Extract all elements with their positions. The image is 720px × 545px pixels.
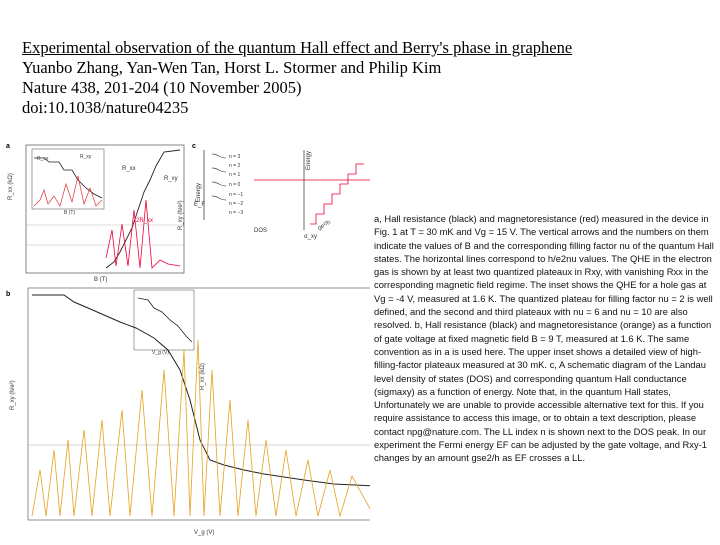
rxy-curve — [106, 150, 180, 268]
c-level-5: n = −2 — [229, 201, 244, 207]
rxy-label: R_xy — [164, 176, 178, 182]
panel-a-label: a — [6, 143, 10, 150]
2rxx-label: 2R_xx — [136, 218, 154, 224]
inset-rxy-label: R_xy — [80, 154, 92, 160]
panel-c — [192, 143, 370, 240]
doi: doi:10.1038/nature04235 — [22, 98, 189, 117]
c-level-1: n = 2 — [229, 163, 241, 169]
panel-b — [6, 288, 370, 536]
c-sigma-label: σ_xy — [304, 234, 318, 240]
c-dos-label: DOS — [254, 228, 268, 234]
c-energy-label-2: Energy — [306, 150, 312, 170]
panel-a-xaxis: B (T) — [94, 277, 108, 283]
c-dos-peaks — [212, 154, 226, 200]
figure-caption: a, Hall resistance (black) and magnetoresistance (red) measured in the device in Fig. 1 at T = 30 mK and Vg = 15 V. The vertical arrows and the numbers on them indicate the values of B and the corresponding filling factor nu of the quantum Hall states. The horizontal lines correspond to h/e2nu values. The QHE in the electron gas is shown by at least two quantized plateaux in Rxy, with vanishing Rxx in the corresponding magnetic field regime. The inset shows the QHE for a hole gas at Vg = -4 V, measured at 1.6 K. The quantized plateau for filling factor nu = 2 is well defined, and the second and third plateaux with nu = 6 and nu = 10 are also resolved. b, Hall resistance (black) and magnetoresistance (orange) as a function of gate voltage at fixed magnetic field B = 9 T, measured at 1.6 K. The same convention as in a is used here. The upper inset shows a detailed view of high-filling-factor plateaux measured at 30 mK. c, A schematic diagram of the Landau level density of states (DOS) and corresponding quantum Hall conductance (sigmaxy) as a function of energy. Note that, in the quantum Hall states, Unfortunately we are unable to provide accessible alternative text for this. If you require assistance to access this image, or to obtain a text description, please contact npg@nature.com. The LL index n is shown next to the DOS peak. In our experiment the Fermi energy EF can be adjusted by the gate voltage, and Rxy-1 changes by an amount gse2/h as EF crosses a LL. — [374, 213, 714, 464]
article-title-link[interactable]: Experimental observation of the quantum Hall effect and Berry's phase in graphene — [22, 38, 573, 57]
inset-rxx-label: R_xx — [37, 156, 49, 162]
panel-b-xaxis: V_g (V) — [194, 530, 215, 536]
panel-b-axes — [28, 288, 370, 520]
c-level-2: n = 1 — [229, 172, 241, 178]
c-level-0: n = 3 — [229, 154, 241, 160]
figure-image — [4, 140, 370, 540]
authors: Yuanbo Zhang, Yan-Wen Tan, Horst L. Stormer and Philip Kim — [22, 58, 442, 77]
c-level-6: n = −3 — [229, 210, 244, 216]
panel-b-yaxis-left: R_xy (h/e²) — [10, 380, 16, 410]
c-level-4: n = −1 — [229, 192, 244, 198]
panel-a-yaxis-right: R_xy (h/e²) — [178, 200, 184, 230]
c-ge2h-label: ge²/h — [317, 219, 332, 232]
panel-a-yaxis-left: R_xx (kΩ) — [8, 173, 14, 200]
inset-xaxis: B (T) — [64, 210, 76, 216]
c-energy-label-1: Energy — [196, 182, 202, 202]
panel-c-label: c — [192, 143, 196, 150]
panel-b-label: b — [6, 291, 11, 298]
b-inset-xaxis: V_g (V) — [152, 350, 169, 356]
panel-b-yaxis-right: R_xx (kΩ) — [200, 363, 206, 390]
paper-header — [22, 38, 682, 118]
c-level-3: n = 0 — [229, 182, 241, 188]
c-sigma-staircase — [310, 164, 364, 224]
panel-a — [6, 143, 184, 283]
journal-citation: Nature 438, 201-204 (10 November 2005) — [22, 78, 302, 97]
rxx-label: R_xx — [122, 166, 136, 172]
c-ef-label: E_F — [194, 202, 206, 208]
rxx-curve — [106, 200, 180, 268]
